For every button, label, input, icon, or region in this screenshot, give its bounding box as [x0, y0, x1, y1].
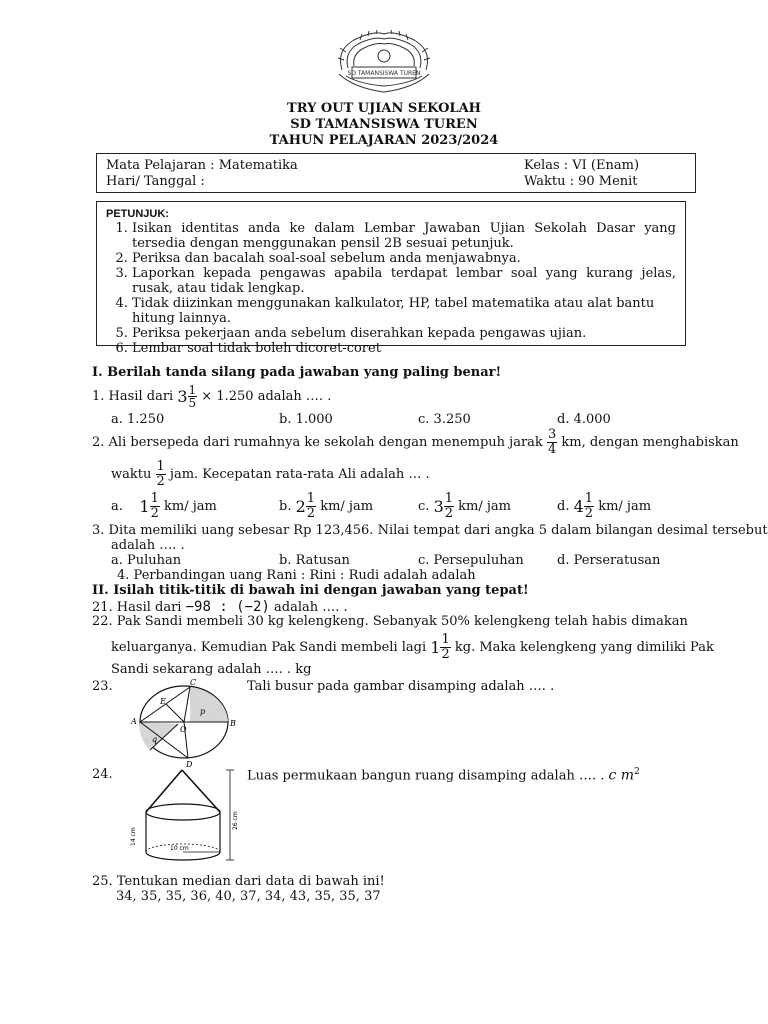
class-field: Kelas : VI (Enam) — [524, 158, 640, 173]
q2-option-b[interactable]: b. 2 $\frac{1}{2}$ km/ jam — [279, 491, 374, 521]
q3-option-a[interactable]: a. Puluhan — [111, 553, 182, 568]
instructions-box — [96, 201, 686, 356]
total-height-label: 26 cm — [232, 811, 239, 830]
diameter-label: 10 cm — [170, 845, 189, 852]
q1-option-d[interactable]: d. 4.000 — [557, 412, 611, 427]
q3-option-b[interactable]: b. Ratusan — [279, 553, 350, 568]
question-2-line1: 2. Ali bersepeda dari rumahnya ke sekolah dengan menempuh jarak $\frac{3}{4}$ km, dengan menghabiskan — [92, 427, 739, 457]
q3-option-c[interactable]: c. Persepuluhan — [418, 553, 524, 568]
info-box — [96, 153, 696, 193]
exam-title: TRY OUT UJIAN SEKOLAH — [287, 101, 481, 116]
section-1-heading: I. Berilah tanda silang pada jawaban yang paling benar! — [92, 365, 502, 380]
circle-diagram — [128, 676, 240, 770]
instructions-heading: PETUNJUK: — [106, 208, 169, 220]
question-21: 21. Hasil dari −98 : (−2) adalah …. . — [92, 599, 348, 615]
question-2-line2: waktu $\frac{1}{2}$ jam. Kecepatan rata-rata Ali adalah … . — [111, 459, 430, 489]
question-24-text: Luas permukaan bangun ruang disamping adalah …. . c $m^2$ — [247, 767, 640, 784]
q2-option-a[interactable]: a. 1 $\frac{1}{2}$ km/ jam — [111, 491, 217, 521]
question-24-number: 24. — [92, 767, 113, 782]
question-23-text: Tali busur pada gambar disamping adalah …. . — [247, 679, 555, 694]
q2-option-d[interactable]: d. 4 $\frac{1}{2}$ km/ jam — [557, 491, 652, 521]
svg-text:SD TAMANSISWA TUREN: SD TAMANSISWA TUREN — [347, 70, 421, 77]
section-2-heading: II. Isilah titik-titik di bawah ini dengan jawaban yang tepat! — [92, 583, 529, 598]
q1-option-b[interactable]: b. 1.000 — [279, 412, 333, 427]
question-4: 4. Perbandingan uang Rani : Rini : Rudi adalah adalah — [117, 568, 476, 583]
question-22-line3: Sandi sekarang adalah …. . kg — [111, 662, 312, 677]
q1-option-a[interactable]: a. 1.250 — [111, 412, 165, 427]
instruction-item: 6. Lembar soal tidak boleh dicoret-coret — [132, 341, 676, 356]
subject-field: Mata Pelajaran : Matematika — [106, 158, 298, 173]
instruction-item: 3. Laporkan kepada pengawas apabila terdapat lembar soal yang kurang jelas, rusak, atau tidak lengkap. — [132, 266, 676, 296]
cone-cylinder-diagram — [124, 766, 244, 870]
school-name: SD TAMANSISWA TUREN — [290, 117, 478, 132]
point-d-label: D — [186, 760, 193, 769]
q3-option-d[interactable]: d. Perseratusan — [557, 553, 661, 568]
point-c-label: C — [190, 678, 197, 687]
question-3-line2: adalah …. . — [111, 538, 185, 553]
question-23-number: 23. — [92, 679, 113, 694]
q2-option-c[interactable]: c. 3 $\frac{1}{2}$ km/ jam — [418, 491, 511, 521]
time-field: Waktu : 90 Menit — [524, 174, 638, 189]
question-25-line1: 25. Tentukan median dari data di bawah ini! — [92, 874, 385, 889]
school-year: TAHUN PELAJARAN 2023/2024 — [269, 133, 499, 148]
instruction-item: 2. Periksa dan bacalah soal-soal sebelum anda menjawabnya. — [132, 251, 676, 266]
q1-option-c[interactable]: c. 3.250 — [418, 412, 471, 427]
question-22-line1: 22. Pak Sandi membeli 30 kg kelengkeng. Sebanyak 50% kelengkeng telah habis dimakan — [92, 614, 688, 629]
question-3-line1: 3. Dita memiliki uang sebesar Rp 123,456. Nilai tempat dari angka 5 dalam bilangan desimal tersebut — [92, 523, 768, 538]
instruction-item: 4. Tidak diizinkan menggunakan kalkulator, HP, tabel matematika atau alat bantu hitung lainnya. — [132, 296, 676, 326]
region-p-label: p — [200, 707, 206, 716]
instruction-item: 5. Periksa pekerjaan anda sebelum diserahkan kepada pengawas ujian. — [132, 326, 676, 341]
instructions-list — [106, 221, 676, 356]
cylinder-height-label: 14 cm — [130, 827, 137, 846]
point-a-label: A — [131, 717, 137, 726]
school-logo — [334, 30, 434, 96]
question-25-data: 34, 35, 35, 36, 40, 37, 34, 43, 35, 35, 37 — [116, 889, 381, 904]
point-b-label: B — [230, 719, 236, 728]
date-field: Hari/ Tanggal : — [106, 174, 205, 189]
question-1: 1. Hasil dari 3 $\frac{1}{5}$ × 1.250 adalah …. . — [92, 383, 332, 410]
point-e-label: E — [160, 697, 166, 706]
instruction-item: 1. Isikan identitas anda ke dalam Lembar Jawaban Ujian Sekolah Dasar yang tersedia dengan menggunakan pensil 2B sesuai petunjuk. — [132, 221, 676, 251]
region-q-label: q — [152, 735, 158, 744]
point-o-label: O — [180, 725, 187, 734]
question-22-line2: keluarganya. Kemudian Pak Sandi membeli lagi 1 $\frac{1}{2}$ kg. Maka kelengkeng yang dimiliki Pak — [111, 632, 714, 662]
